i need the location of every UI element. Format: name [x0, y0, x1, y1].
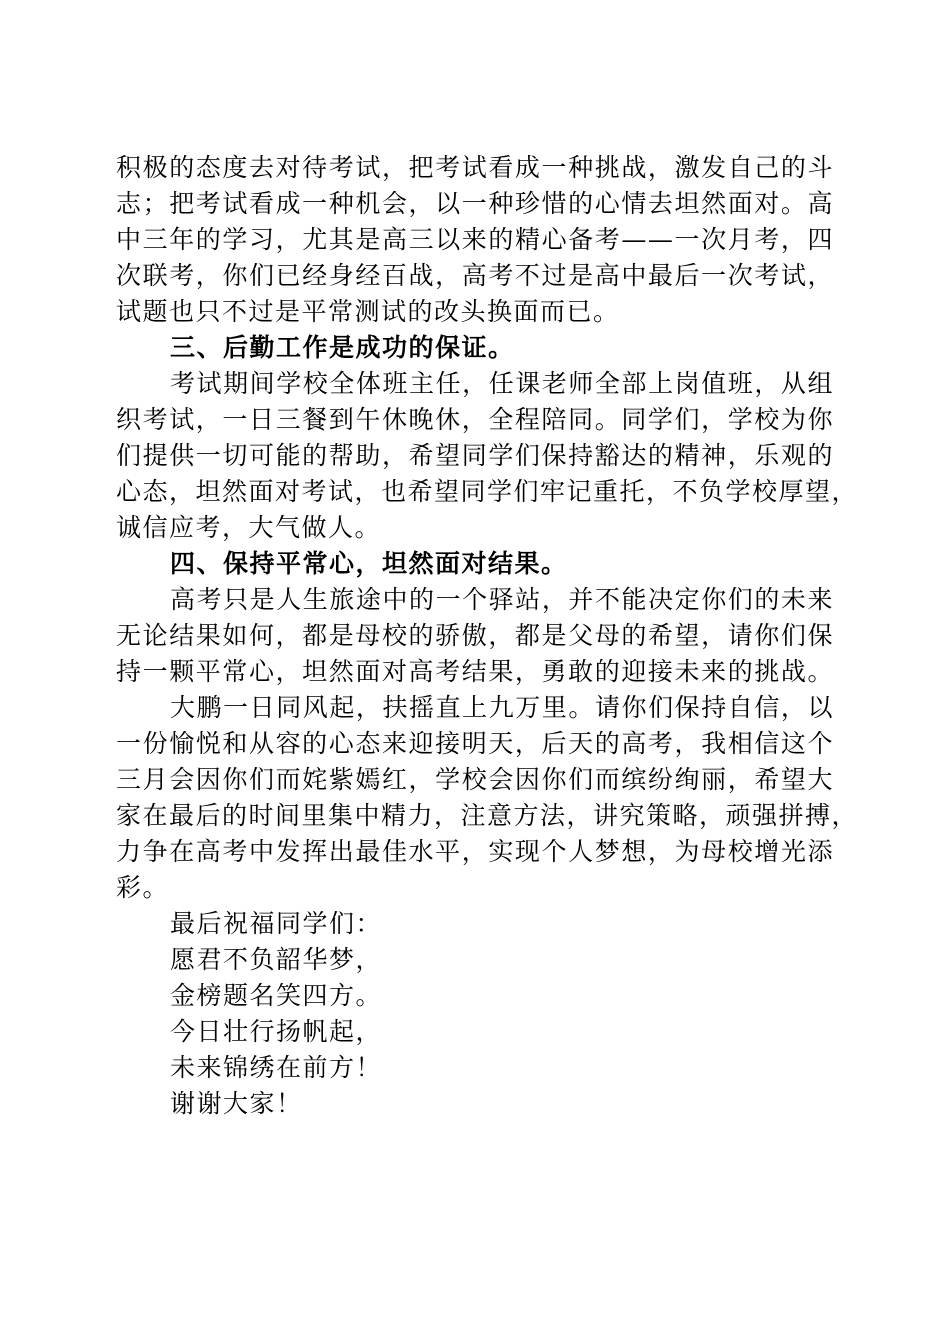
text-line: 考试期间学校全体班主任，任课老师全部上岗值班，从组	[170, 369, 834, 398]
text-line: 诚信应考，大气做人。	[116, 513, 382, 542]
text-line: 高考只是人生旅途中的一个驿站，并不能决定你们的未来	[170, 585, 834, 614]
paragraph-exam-attitude	[116, 150, 834, 330]
text-line: 大鹏一日同风起，扶摇直上九万里。请你们保持自信，以	[170, 693, 834, 722]
paragraph-calm-mind	[116, 582, 834, 690]
document-page	[116, 150, 859, 1122]
text-line: 力争在高考中发挥出最佳水平，实现个人梦想，为母校增光添	[116, 837, 834, 866]
paragraph-encouragement	[116, 690, 859, 906]
text-line: 志；把考试看成一种机会，以一种珍惜的心情去坦然面对。高	[116, 189, 834, 218]
text-line: 织考试，一日三餐到午休晚休，全程陪同。同学们，学校为你	[116, 405, 834, 434]
text-line: 三月会因你们而姹紫嫣红，学校会因你们而缤纷绚丽，希望大	[116, 765, 834, 794]
closing-line: 未来锦绣在前方！	[170, 1053, 383, 1082]
text-line: 彩。	[116, 873, 170, 902]
text-line: 一份愉悦和从容的心态来迎接明天，后天的高考，我相信这个	[116, 729, 834, 758]
closing-line: 金榜题名笑四方。	[170, 981, 383, 1010]
section-heading-calm-mind: 四、保持平常心，坦然面对结果。	[170, 549, 568, 578]
text-line: 中三年的学习，尤其是高三以来的精心备考——一次月考，四	[116, 225, 834, 254]
text-line: 无论结果如何，都是母校的骄傲，都是父母的希望，请你们保	[116, 621, 834, 650]
paragraph-logistics	[116, 366, 859, 546]
section-heading-logistics: 三、后勤工作是成功的保证。	[170, 333, 515, 362]
closing-line: 最后祝福同学们：	[170, 909, 383, 938]
text-line: 们提供一切可能的帮助，希望同学们保持豁达的精神，乐观的	[116, 441, 834, 470]
text-line: 次联考，你们已经身经百战，高考不过是高中最后一次考试，	[116, 261, 834, 290]
text-line: 试题也只不过是平常测试的改头换面而已。	[116, 297, 620, 326]
text-line: 家在最后的时间里集中精力，注意方法，讲究策略，顽强拼搏，	[116, 801, 859, 830]
text-line: 心态，坦然面对考试，也希望同学们牢记重托，不负学校厚望，	[116, 477, 859, 506]
text-line: 持一颗平常心，坦然面对高考结果，勇敢的迎接未来的挑战。	[116, 657, 834, 686]
closing-line: 愿君不负韶华梦，	[170, 945, 383, 974]
closing-line: 今日壮行扬帆起，	[170, 1017, 383, 1046]
closing-line: 谢谢大家！	[170, 1089, 303, 1118]
text-line: 积极的态度去对待考试，把考试看成一种挑战，激发自己的斗	[116, 153, 834, 182]
closing-blessing	[116, 906, 834, 1122]
